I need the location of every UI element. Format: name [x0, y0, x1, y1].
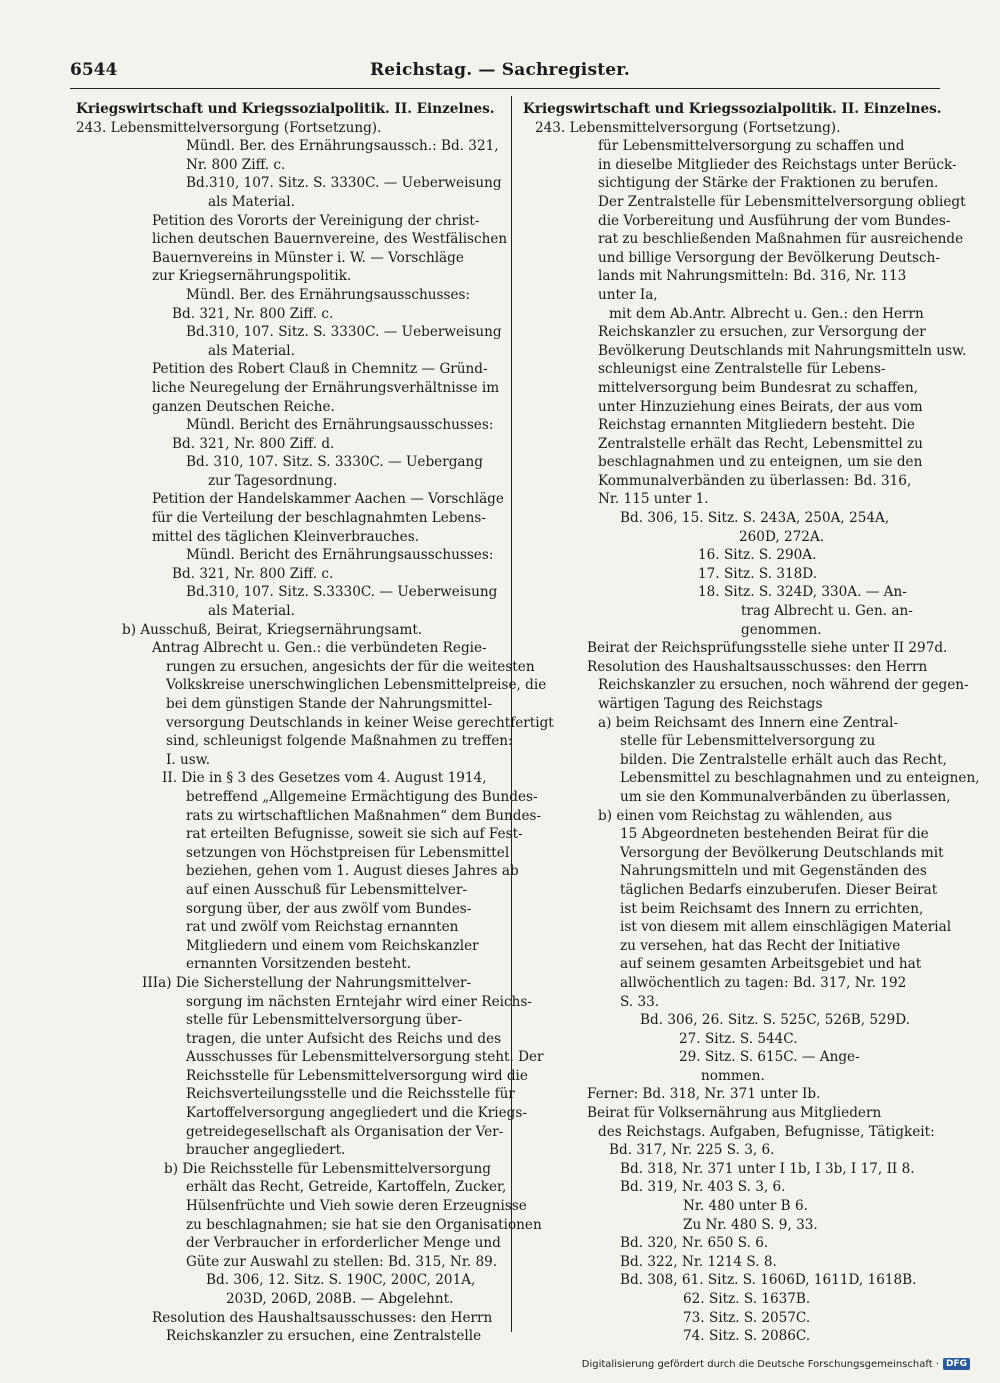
text-line: Mitgliedern und einem vom Reichskanzler — [186, 937, 479, 954]
text-line: in dieselbe Mitglieder des Reichstags unter Berück- — [598, 156, 957, 173]
text-line: erhält das Recht, Getreide, Kartoffeln, Zucker, — [186, 1179, 507, 1196]
text-line: sichtigung der Stärke der Fraktionen zu berufen. — [598, 175, 939, 192]
text-line: unter Hinzuziehung eines Beirats, der aus vom — [598, 398, 923, 415]
text-line: wärtigen Tagung des Reichstags — [598, 696, 823, 712]
text-line: sorgung im nächsten Erntejahr wird einer Reichs- — [186, 993, 532, 1010]
header-rule — [70, 88, 940, 89]
text-line: 62. Sitz. S. 1637B. — [683, 1291, 811, 1307]
text-line: zu versehen, hat das Recht der Initiative — [620, 937, 901, 954]
text-line: und billige Versorgung der Bevölkerung Deutsch- — [598, 249, 940, 266]
text-line: Ferner: Bd. 318, Nr. 371 unter Ib. — [587, 1086, 821, 1103]
text-line: Mündl. Ber. des Ernährungsaussch.: Bd. 321, — [186, 138, 499, 155]
text-line: Bd. 308, 61. Sitz. S. 1606D, 1611D, 1618B. — [620, 1272, 917, 1289]
text-line: bei dem günstigen Stande der Nahrungsmittel- — [166, 696, 493, 712]
text-line: Antrag Albrecht u. Gen.: die verbündeten Regie- — [152, 640, 487, 657]
text-line: Petition des Vororts der Vereinigung der christ- — [152, 212, 480, 229]
text-line: Resolution des Haushaltsausschusses: den Herrn — [152, 1309, 493, 1326]
text-line: Bd. 319, Nr. 403 S. 3, 6. — [620, 1179, 786, 1196]
text-line: Nr. 115 unter 1. — [598, 491, 709, 508]
text-line: Nr. 480 unter B 6. — [683, 1198, 808, 1215]
text-line: 29. Sitz. S. 615C. — Ange- — [679, 1049, 860, 1066]
text-line: genommen. — [741, 621, 822, 638]
text-line: für die Verteilung der beschlagnahmten Lebens- — [152, 510, 486, 527]
text-line: die Vorbereitung und Ausführung der vom Bundes- — [598, 212, 951, 229]
text-line: II. Die in § 3 des Gesetzes vom 4. August 1914, — [162, 770, 487, 787]
text-line: Reichsverteilungsstelle und die Reichsstelle für — [186, 1086, 515, 1103]
text-line: zu beschlagnahmen; sie hat sie den Organisationen — [186, 1216, 542, 1233]
text-line: beziehen, gehen vom 1. August dieses Jahres ab — [186, 863, 519, 880]
text-line: Lebensmittel zu beschlagnahmen und zu enteignen, — [620, 770, 980, 787]
text-line: b) Ausschuß, Beirat, Kriegsernährungsamt. — [122, 621, 423, 638]
footer-credit-text: Digitalisierung gefördert durch die Deutsche Forschungsgemeinschaft · — [581, 1358, 939, 1370]
text-line: beschlagnahmen und zu enteignen, um sie den — [598, 454, 923, 471]
text-line: Bd. 320, Nr. 650 S. 6. — [620, 1235, 769, 1252]
text-line: braucher angegliedert. — [186, 1142, 346, 1159]
text-line: Mündl. Ber. des Ernährungsausschusses: — [186, 286, 471, 303]
text-line: tragen, die unter Aufsicht des Reichs und des — [186, 1030, 502, 1047]
text-line: zur Kriegsernährungspolitik. — [152, 268, 352, 285]
text-line: 203D, 206D, 208B. — Abgelehnt. — [226, 1291, 454, 1307]
text-line: Bd. 318, Nr. 371 unter I 1b, I 3b, I 17, II 8. — [620, 1160, 915, 1177]
text-line: 15 Abgeordneten bestehenden Beirat für die — [620, 826, 929, 843]
text-line: Mündl. Bericht des Ernährungsausschusses: — [186, 417, 494, 434]
text-line: Bd.310, 107. Sitz. S. 3330C. — Ueberweisung — [186, 324, 502, 341]
text-line: bilden. Die Zentralstelle erhält auch das Recht, — [620, 751, 947, 768]
text-line: Nahrungsmitteln und mit Gegenständen des — [620, 863, 927, 880]
text-line: stelle für Lebensmittelversorgung zu — [620, 733, 876, 750]
text-line: Reichskanzler zu ersuchen, eine Zentralstelle — [166, 1328, 482, 1345]
text-line: Zentralstelle erhält das Recht, Lebensmittel zu — [598, 435, 923, 452]
text-line: b) einen vom Reichstag zu wählenden, aus — [598, 807, 893, 824]
text-line: Bd. 306, 15. Sitz. S. 243A, 250A, 254A, — [620, 510, 890, 527]
text-line: Reichsstelle für Lebensmittelversorgung wird die — [186, 1067, 528, 1084]
text-line: Bd. 306, 12. Sitz. S. 190C, 200C, 201A, — [206, 1272, 476, 1289]
text-line: auf seinem gesamten Arbeitsgebiet und hat — [620, 956, 922, 973]
text-line: ist von diesem mit allem einschlägigen Material — [620, 919, 952, 936]
text-line: nommen. — [701, 1067, 765, 1084]
text-line: Bd. 322, Nr. 1214 S. 8. — [620, 1253, 777, 1270]
text-line: schleunigst eine Zentralstelle für Lebens- — [598, 361, 886, 378]
left-column — [76, 100, 554, 1346]
right-column — [523, 100, 980, 1346]
running-title: Reichstag. — Sachregister. — [369, 60, 631, 80]
text-line: Bd. 310, 107. Sitz. S. 3330C. — Uebergang — [186, 454, 483, 471]
text-line: Versorgung der Bevölkerung Deutschlands mit — [620, 844, 944, 861]
text-line: betreffend „Allgemeine Ermächtigung des Bundes- — [186, 788, 538, 805]
text-line: Petition des Robert Clauß in Chemnitz — Gründ- — [152, 361, 488, 378]
text-line: Beirat der Reichsprüfungsstelle siehe unter II 297d. — [587, 640, 948, 657]
text-line: rat und zwölf vom Reichstag ernannten — [186, 919, 459, 936]
text-line: für Lebensmittelversorgung zu schaffen und — [598, 138, 905, 155]
text-line: S. 33. — [620, 993, 660, 1010]
text-line: der Verbraucher in erforderlicher Menge und — [186, 1235, 501, 1252]
text-line: stelle für Lebensmittelversorgung über- — [186, 1012, 462, 1029]
text-line: 74. Sitz. S. 2086C. — [683, 1328, 811, 1345]
text-line: getreidegesellschaft als Organisation der Ver- — [186, 1123, 504, 1140]
text-line: Bd. 321, Nr. 800 Ziff. c. — [172, 305, 334, 322]
text-line: Resolution des Haushaltsausschusses: den Herrn — [587, 658, 928, 675]
text-line: Kommunalverbänden zu überlassen: Bd. 316, — [598, 472, 912, 489]
text-line: a) beim Reichsamt des Innern eine Zentral- — [598, 714, 899, 731]
text-line: Bd.310, 107. Sitz. S.3330C. — Ueberweisung — [186, 584, 498, 601]
text-line: lands mit Nahrungsmitteln: Bd. 316, Nr. 113 — [598, 268, 907, 285]
text-line: rungen zu ersuchen, angesichts der für die weitesten — [166, 658, 535, 675]
text-line: setzungen von Höchstpreisen für Lebensmittel — [186, 844, 510, 861]
text-line: rat erteilten Befugnisse, soweit sie sich auf Fest- — [186, 826, 523, 843]
text-line: ist beim Reichsamt des Innern zu errichten, — [620, 900, 924, 917]
text-line: Güte zur Auswahl zu stellen: Bd. 315, Nr. 89. — [186, 1253, 498, 1270]
text-line: Bd.310, 107. Sitz. S. 3330C. — Ueberweisung — [186, 175, 502, 192]
text-line: 73. Sitz. S. 2057C. — [683, 1309, 811, 1326]
text-line: lichen deutschen Bauernvereine, des Westfälischen — [152, 231, 508, 248]
text-line: 17. Sitz. S. 318D. — [698, 565, 818, 582]
text-line: Mündl. Bericht des Ernährungsausschusses: — [186, 547, 494, 564]
text-line: Kriegswirtschaft und Kriegssozialpolitik. II. Einzelnes. — [76, 101, 495, 117]
text-line: mittelversorgung beim Bundesrat zu schaffen, — [598, 379, 919, 396]
text-line: Nr. 800 Ziff. c. — [186, 156, 286, 173]
text-line: ganzen Deutschen Reiche. — [152, 398, 335, 415]
text-line: Reichskanzler zu ersuchen, zur Versorgung der — [598, 324, 926, 341]
text-line: Reichstag ernannten Mitgliedern besteht. Die — [598, 417, 915, 434]
text-line: Petition der Handelskammer Aachen — Vorschläge — [152, 491, 504, 508]
text-line: 243. Lebensmittelversorgung (Fortsetzung). — [76, 119, 382, 136]
text-line: als Material. — [208, 603, 295, 620]
footer-credit — [582, 1358, 970, 1370]
text-line: mittel des täglichen Kleinverbrauches. — [152, 528, 420, 545]
text-line: Bauernvereins in Münster i. W. — Vorschläge — [152, 249, 464, 266]
text-line: Ausschusses für Lebensmittelversorgung steht. Der — [186, 1049, 544, 1066]
text-line: Kartoffelversorgung angegliedert und die Kriegs- — [186, 1105, 527, 1122]
page-number: 6544 — [70, 60, 118, 80]
text-line: des Reichstags. Aufgaben, Befugnisse, Tätigkeit: — [598, 1123, 935, 1140]
text-line: sind, schleunigst folgende Maßnahmen zu treffen: — [166, 733, 513, 750]
text-line: Bd. 321, Nr. 800 Ziff. d. — [172, 435, 335, 452]
text-line: rats zu wirtschaftlichen Maßnahmen“ dem Bundes- — [186, 807, 542, 824]
text-line: mit dem Ab.Antr. Albrecht u. Gen.: den Herrn — [609, 305, 924, 322]
text-line: 27. Sitz. S. 544C. — [679, 1030, 798, 1047]
text-line: I. usw. — [166, 751, 211, 768]
text-line: Beirat für Volksernährung aus Mitgliedern — [587, 1105, 882, 1122]
text-line: Volkskreise unerschwinglichen Lebensmittelpreise, die — [166, 677, 547, 694]
text-line: zur Tagesordnung. — [208, 472, 338, 489]
text-line: auf einen Ausschuß für Lebensmittelver- — [186, 881, 468, 898]
text-line: Bevölkerung Deutschlands mit Nahrungsmitteln usw. — [598, 342, 967, 359]
text-line: Reichskanzler zu ersuchen, noch während der gegen- — [598, 677, 969, 694]
text-line: Hülsenfrüchte und Vieh sowie deren Erzeugnisse — [186, 1198, 527, 1215]
text-line: Kriegswirtschaft und Kriegssozialpolitik. II. Einzelnes. — [523, 101, 942, 117]
text-line: Der Zentralstelle für Lebensmittelversorgung obliegt — [598, 193, 966, 210]
text-line: täglichen Bedarfs einzuberufen. Dieser Beirat — [620, 881, 938, 898]
text-line: Bd. 317, Nr. 225 S. 3, 6. — [609, 1142, 775, 1159]
text-line: sorgung über, der aus zwölf vom Bundes- — [186, 900, 472, 917]
text-line: 16. Sitz. S. 290A. — [698, 547, 817, 564]
text-line: b) Die Reichsstelle für Lebensmittelversorgung — [164, 1160, 491, 1177]
text-line: Bd. 321, Nr. 800 Ziff. c. — [172, 565, 334, 582]
dfg-logo: DFG — [943, 1358, 970, 1370]
text-line: rat zu beschließenden Maßnahmen für ausreichende — [598, 231, 964, 248]
text-line: allwöchentlich zu tagen: Bd. 317, Nr. 192 — [620, 974, 907, 991]
text-line: versorgung Deutschlands in keiner Weise gerechtfertigt — [166, 714, 554, 731]
text-line: 243. Lebensmittelversorgung (Fortsetzung). — [535, 119, 841, 136]
text-line: IIIa) Die Sicherstellung der Nahrungsmittelver- — [142, 974, 472, 991]
text-line: 18. Sitz. S. 324D, 330A. — An- — [698, 584, 907, 601]
text-line: unter Ia, — [598, 286, 658, 303]
text-line: liche Neuregelung der Ernährungsverhältnisse im — [152, 379, 500, 396]
text-line: Zu Nr. 480 S. 9, 33. — [683, 1216, 818, 1233]
text-line: als Material. — [208, 342, 295, 359]
text-line: um sie den Kommunalverbänden zu überlassen, — [620, 788, 951, 805]
text-line: trag Albrecht u. Gen. an- — [741, 603, 913, 620]
text-line: 260D, 272A. — [739, 528, 825, 545]
text-line: Bd. 306, 26. Sitz. S. 525C, 526B, 529D. — [640, 1012, 911, 1029]
text-line: ernannten Vorsitzenden besteht. — [186, 956, 412, 973]
text-line: als Material. — [208, 193, 295, 210]
